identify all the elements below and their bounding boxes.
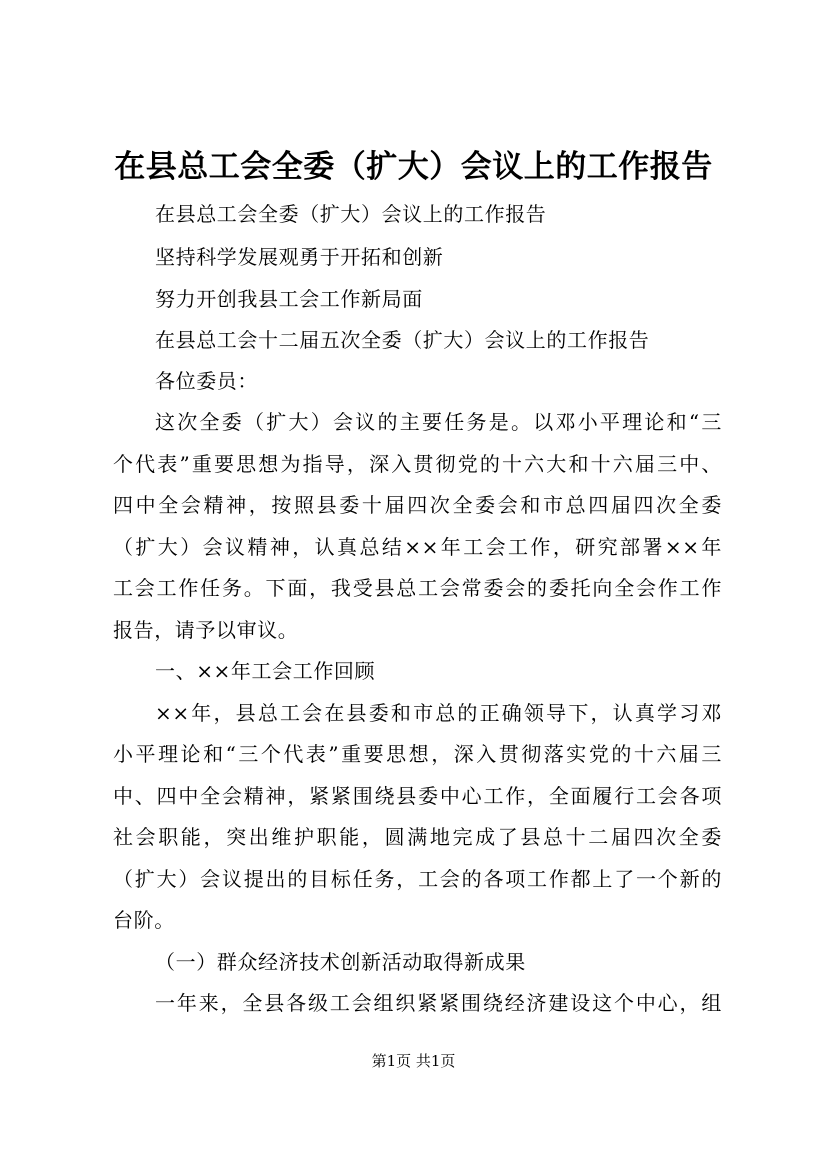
text-line: 四中全会精神，按照县委十届四次全委会和市总四届四次全委 xyxy=(113,493,722,517)
text-line: 在县总工会全委（扩大）会议上的工作报告 xyxy=(155,202,547,226)
text-line: 台阶。 xyxy=(113,908,175,932)
text-line: 这次全委（扩大）会议的主要任务是。以邓小平理论和“三 xyxy=(155,410,722,434)
text-line: （扩大）会议提出的目标任务，工会的各项工作都上了一个新的 xyxy=(113,867,722,891)
text-line: 一年来，全县各级工会组织紧紧围绕经济建设这个中心，组 xyxy=(155,991,722,1015)
section-heading: 一、××年工会工作回顾 xyxy=(155,659,376,683)
text-line: 个代表”重要思想为指导，深入贯彻党的十六大和十六届三中、 xyxy=(113,452,722,476)
text-line: 社会职能，突出维护职能，圆满地完成了县总十二届四次全委 xyxy=(113,825,722,849)
text-line: 报告，请予以审议。 xyxy=(113,618,299,642)
text-line: 坚持科学发展观勇于开拓和创新 xyxy=(155,245,444,269)
text-line: 各位委员： xyxy=(155,369,258,393)
text-line: （扩大）会议精神，认真总结××年工会工作，研究部署××年 xyxy=(113,535,722,559)
text-line: 中、四中全会精神，紧紧围绕县委中心工作，全面履行工会各项 xyxy=(113,784,722,808)
text-line: ××年，县总工会在县委和市总的正确领导下，认真学习邓 xyxy=(155,701,722,725)
text-line: 工会工作任务。下面，我受县总工会常委会的委托向全会作工作 xyxy=(113,576,722,600)
document-title: 在县总工会全委（扩大）会议上的工作报告 xyxy=(114,149,713,185)
subsection-heading: （一）群众经济技术创新活动取得新成果 xyxy=(155,950,526,974)
page-footer: 第1页 共1页 xyxy=(371,1052,456,1070)
text-line: 努力开创我县工会工作新局面 xyxy=(155,287,423,311)
text-line: 在县总工会十二届五次全委（扩大）会议上的工作报告 xyxy=(155,328,650,352)
text-line: 小平理论和“三个代表”重要思想，深入贯彻落实党的十六届三 xyxy=(113,742,722,766)
